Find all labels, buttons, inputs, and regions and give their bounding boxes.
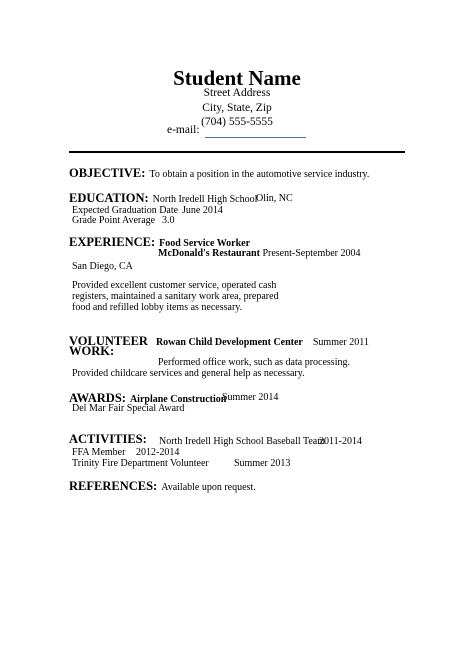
graduation-label: Expected Graduation Date [72,205,179,216]
gpa-value: 3.0 [162,215,175,226]
street-address: Street Address [203,87,271,99]
experience-employer: McDonald's Restaurant [158,248,260,259]
awards-heading: AWARDS: [69,391,126,405]
activities-heading: ACTIVITIES: [69,432,147,446]
education-location: Olin, NC [256,193,293,204]
objective-heading: OBJECTIVE: [69,166,146,180]
objective-section [69,164,369,182]
volunteer-desc-line: Provided childcare services and general help as necessary. [72,368,305,379]
experience-desc-line: registers, maintained a sanitary work area, prepared [72,291,279,302]
experience-heading: EXPERIENCE: [69,235,156,249]
gpa-label: Grade Point Average [72,215,156,226]
references-heading: REFERENCES: [69,479,158,493]
volunteer-heading-work: WORK: [69,344,115,358]
volunteer-heading: VOLUNTEER [69,334,148,348]
award-date: Summer 2014 [222,392,279,403]
volunteer-dates: Summer 2011 [312,337,369,348]
experience-desc-line: food and refilled lobby items as necessary. [72,302,243,313]
award-secondary: Del Mar Fair Special Award [72,403,185,414]
city-state-zip: City, State, Zip [202,102,272,114]
experience-location: San Diego, CA [72,261,133,272]
experience-desc-line: Provided excellent customer service, operated cash [72,280,277,291]
education-school: North Iredell High School [152,194,258,205]
volunteer-desc-line: Performed office work, such as data processing. [158,357,350,368]
award-name: Airplane Construction [129,394,227,405]
activity-dates: 2012-2014 [136,447,180,458]
experience-dates: Present-September 2004 [262,248,361,259]
education-heading: EDUCATION: [69,191,149,205]
objective-text: To obtain a position in the automotive service industry. [149,169,370,180]
experience-employer-line [158,248,361,259]
activity-dates: 2011-2014 [319,436,362,447]
references-text: Available upon request. [161,482,256,493]
activity-name: FFA Member [72,447,126,458]
experience-title: Food Service Worker [159,238,251,249]
graduation-date: June 2014 [182,205,223,216]
volunteer-org: Rowan Child Development Center [155,337,303,348]
activity-dates: Summer 2013 [234,458,291,469]
email-label: e-mail: [167,124,200,136]
header-divider [69,151,405,153]
phone-number: (704) 555-5555 [201,116,273,128]
student-name: Student Name [173,66,301,90]
references-section [69,477,256,495]
activity-name: North Iredell High School Baseball Team [159,436,326,447]
email-blank-line [205,137,306,138]
activity-name: Trinity Fire Department Volunteer [72,458,209,469]
